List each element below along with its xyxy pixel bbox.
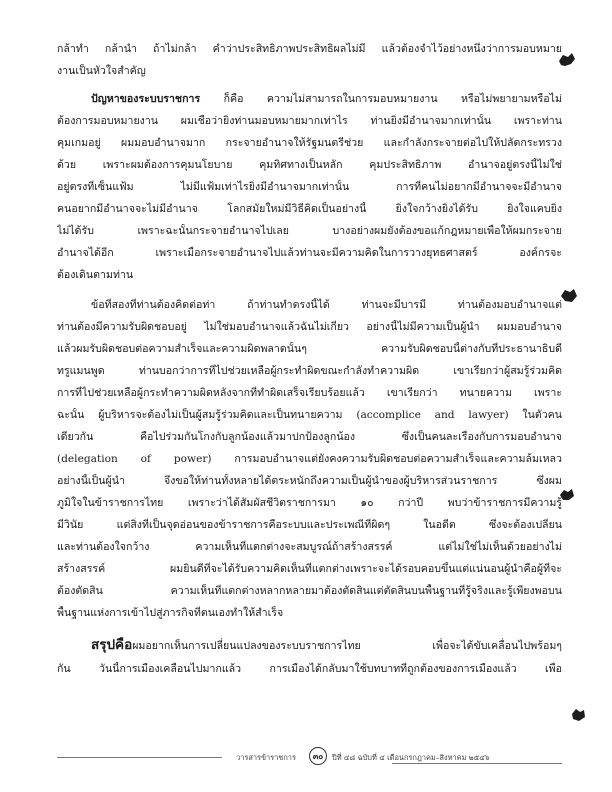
page-footer <box>57 747 562 769</box>
text-line: และท่านต้องใจกว้าง ความเห็นที่แตกต่างจะสมบูรณ์ถ้าสร้างสรรค์ แต่ไม่ใช่ไม่เห็นด้วยอย่างไม่ <box>57 541 562 553</box>
text-line: อยู่ตรงที่เซ็นแฟ้ม ไม่มีแฟ้มเท่าไรยิ่งมีอำนาจมากเท่านั้น การที่คนไม่อยากมีอำนาจจะมีอำนาจ <box>57 181 562 193</box>
text-line: พื้นฐานแห่งการเข้าไปสู่ภารกิจที่ตนเองทำให้สำเร็จ <box>57 607 284 619</box>
text-line: ต้องการมอบหมายงาน ผมเชื่อว่ายิ่งท่านมอบหมายมากเท่าไร ท่านยิ่งมีอำนาจมากเท่านั้น เพราะท่าน <box>57 115 562 127</box>
text-line: อย่างนี้เป็นผู้นำ จึงขอให้ท่านทั้งหลายได้ตระหนักถึงความเป็นผู้นำของผู้บริหารส่วนราชการ ซึ่งผม <box>57 475 562 487</box>
footer-rule <box>57 757 222 758</box>
text-line: ทรูแมนพูด ท่านบอกว่าการที่ไปช่วยเหลือผู้กระทำผิดขณะกำลังทำความผิด เขาเรียกว่าผู้สมรู้ร่วมคิด <box>57 365 562 377</box>
scan-blot <box>559 488 575 502</box>
text-line: ปัญหาของระบบราชการ ก็คือ ความไม่สามารถในการมอบหมายงาน หรือไม่พยายามหรือไม่ <box>91 93 562 105</box>
text-line: สร้างสรรค์ ผมยินดีที่จะได้รับความคิดเห็นที่แตกต่างเพราะจะได้รอบคอบขึ้นแต่แน่นอนผู้นำคือผู้ที่จะ <box>57 563 562 575</box>
section-heading: ปัญหาของระบบราชการ <box>91 93 201 105</box>
footer-rule <box>392 763 562 764</box>
text-line: งานเป็นหัวใจสำคัญ <box>57 65 146 77</box>
scan-blot <box>570 708 586 722</box>
text-line: แล้วผมรับผิดชอบต่อความสำเร็จและความผิดพลาดนั้นๆ ความรับผิดชอบนี้ต่างกับที่ประธานาธิบดี <box>57 343 562 355</box>
text-line: ด้วย เพราะผมต้องการคุมนโยบาย คุมทิศทางเป็นหลัก คุมประสิทธิภาพ อำนาจอยู่ตรงนี้ไม่ใช่ <box>57 159 562 171</box>
page-number: ๓๐ <box>309 747 327 765</box>
scan-blot <box>560 288 578 304</box>
text-line: คุมเกมอยู่ ผมมอบอำนาจมาก กระจายอำนาจให้รัฐมนตรีช่วย และกำลังกระจายต่อไปให้ปลัดกระทรวง <box>57 137 562 149</box>
issue-info: ปีที่ ๔๘ ฉบับที่ ๔ เดือนกรกฎาคม–สิงหาคม ๒๕๔๖ <box>332 753 490 762</box>
text-line: ท่านต้องมีความรับผิดชอบอยู่ ไม่ใช่มอบอำนาจแล้วฉันไม่เกี่ยว อย่างนี้ไม่มีความเป็นผู้นำ ผมมอบอำนาจ <box>57 321 562 333</box>
text-line: ข้อที่สองที่ท่านต้องคิดต่อท่า ถ้าท่านทำตรงนี้ได้ ท่านจะมีบารมี ท่านต้องมอบอำนาจแต่ <box>91 299 562 311</box>
text-line: สรุปคือผมอยากเห็นการเปลี่ยนแปลงของระบบราชการไทย เพื่อจะได้ขับเคลื่อนไปพร้อมๆ <box>91 637 562 653</box>
text-line: มีวินัย แต่สิ่งที่เป็นจุดอ่อนของข้าราชการคือระบบและประเพณีที่ผิดๆ ในอดีต ซึ่งจะต้องเปลี่ยน <box>57 519 562 531</box>
text-line: การที่ไปช่วยเหลือผู้กระทำความผิดหลังจากที่ทำผิดเสร็จเรียบร้อยแล้ว เขาเรียกว่า ทนายความ เพราะ <box>57 387 562 399</box>
text-line: ไม่ได้รับ เพราะฉะนั้นกระจายอำนาจไปเลย บางอย่างผมยังต้องขอแก้กฎหมายเพื่อให้ผมกระจาย <box>57 225 562 237</box>
text-line: กัน วันนี้การเมืองเคลื่อนไปมากแล้ว การเมืองได้กลับมาใช้บทบาทที่ถูกต้องของการเมืองแล้ว เพื่อ <box>57 663 562 675</box>
text-line: คนอยากมีอำนาจจะไม่มีอำนาจ โลกสมัยใหม่มีวิธีคิดเป็นอย่างนี้ ยิ่งใจกว้างยิ่งได้รับ ยิ่งใจแคบยิ่ง <box>57 203 562 215</box>
journal-title: วารสารข้าราชการ <box>236 753 296 762</box>
text-line: ภูมิใจในข้าราชการไทย เพราะว่าได้สัมผัสชีวิตราชการมา ๑๐ กว่าปี พบว่าข้าราชการมีความรู้ <box>57 497 562 509</box>
text-line: กล้าทำ กล้านำ ถ้าไม่กล้า คำว่าประสิทธิภาพประสิทธิผลไม่มี แล้วต้องจำไว้อย่างหนึ่งว่าการมอบหมาย <box>57 43 562 55</box>
text-line: อำนาจได้อีก เพราะเมื่อกระจายอำนาจไปแล้วท่านจะมีความคิดในการวางยุทธศาสตร์ องค์กรจะ <box>57 247 562 259</box>
text-line: ต้องตัดสิน ความเห็นที่แตกต่างหลากหลายมาต้องตัดสินแต่ตัดสินบนพื้นฐานที่รู้จริงและรู้เพียงพอบน <box>57 585 562 597</box>
text-line: (delegation of power) การมอบอำนาจแต่ยังคงความรับผิดชอบต่อความสำเร็จและความล้มเหลว <box>57 453 562 465</box>
scan-blot <box>557 52 577 68</box>
summary-lead: สรุปคือ <box>91 637 133 653</box>
text-line: ต้องเดินตามท่าน <box>57 269 134 281</box>
text-line: ฉะนั้น ผู้บริหารจะต้องไม่เป็นผู้สมรู้ร่วมคิดและเป็นทนายความ (accomplice and lawyer) ในตัวคน <box>57 409 562 421</box>
text-line: เดียวกัน คือไปร่วมกันโกงกับลูกน้องแล้วมาปกป้องลูกน้อง ซึ่งเป็นคนละเรื่องกับการมอบอำนาจ <box>57 431 562 443</box>
